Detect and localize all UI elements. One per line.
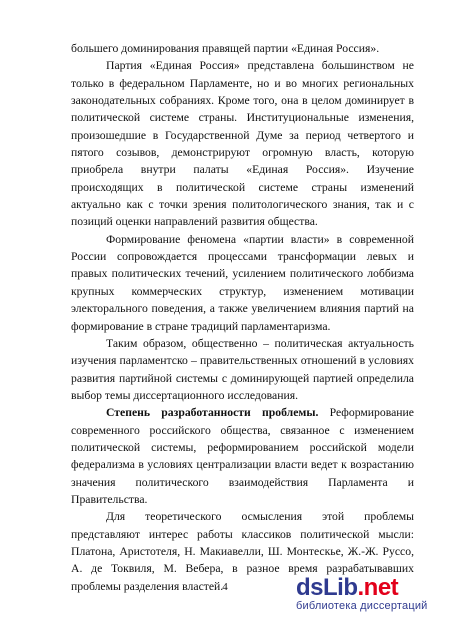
paragraph-relevance: Таким образом, общественно – политическая актуальность изучения парламентско – правительственных отношений в условиях развития партийной системы с доминирующей партией определила выбор темы диссертационного исследования. [71,336,414,402]
page-number: 4 [222,581,228,593]
watermark-subtitle: библиотека диссертаций [296,600,428,612]
paragraph-party-dominance: Партия «Единая Россия» представлена большинством не только в федеральном Парламенте, но и во многих региональных законодательных собраниях. Кроме того, она в целом доминирует в политической системе страны. Институциональные изменения, произошедшие в Государственной Думе за период четвертого и пятого созывов, демонстрируют огромную власть, которую приобрела внутри палаты «Единая Россия». Изучение происходящих в политической системе страны изменений актуально как с точки зрения политологического знания, так и с позиций оценки направлений развития общества. [71,59,414,229]
section-heading-research-degree: Степень разработанности проблемы. [106,406,319,420]
watermark-logo-part2: .net [357,574,399,601]
paragraph-classics: Для теоретического осмысления этой проблемы представляют интерес работы классиков политической мысли: Платона, Аристотеля, Н. Макиавелли, Ш. Монтескье, Ж.-Ж. Руссо, А. де Токвиля, М. Вебера, в разное время разрабатывавших проблемы разделения властей. [71,510,414,593]
watermark-logo-part1: dsLib [296,574,358,601]
watermark-logo [296,574,436,615]
body-text [71,40,414,595]
research-degree-text: Реформирование современного российского общества, связанное с изменением политической системы, реформированием российской модели федерализма в условиях централизации власти ведет к возрастанию значения политического взаимодействия Парламента и Правительства. [71,406,414,506]
paragraph-continuation: большего доминирования правящей партии «Единая Россия». [71,42,380,55]
paragraph-party-of-power: Формирование феномена «партии власти» в современной России сопровождается процессами трансформации левых и правых политических течений, усилением политического лоббизма крупных коммерческих структур, изменением мотивации электорального поведения, а также увеличением влияния партий на формирование в стране традиций парламентаризма. [71,232,414,333]
watermark-logo-text [296,575,398,601]
paragraph-research-degree [71,404,414,508]
